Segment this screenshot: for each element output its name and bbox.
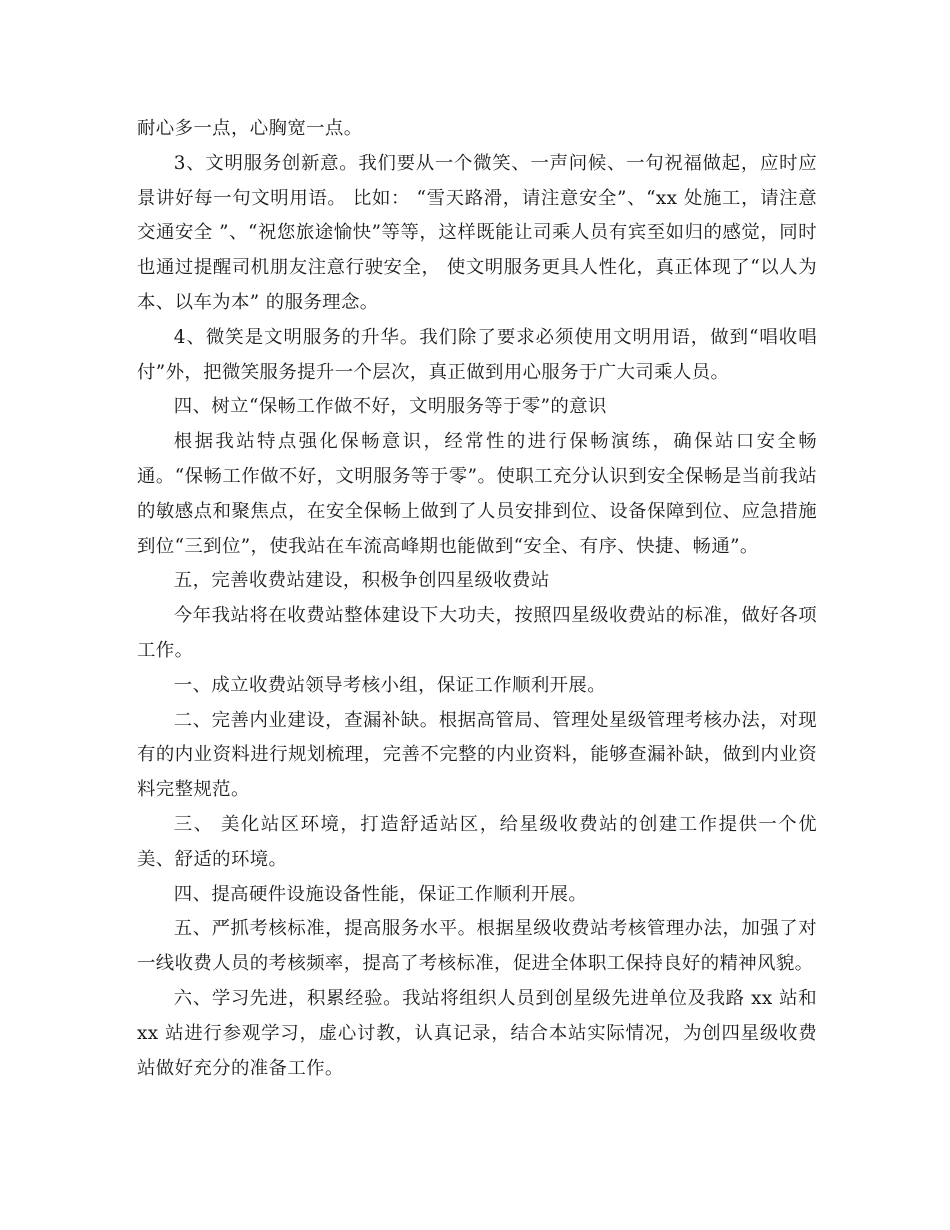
paragraph: 今年我站将在收费站整体建设下大功夫，按照四星级收费站的标准，做好各项工作。 [137, 605, 817, 661]
paragraph: 3、文明服务创新意。我们要从一个微笑、一声问候、一句祝福做起，应时应景讲好每一句文明用语。 比如： “雪天路滑，请注意安全”、“xx 处施工，请注意交通安全 ”、“祝您旅途愉快”等等，这样既能让司乘人员有宾至如归的感觉，同时也通过提醒司机朋友注意行驶安全， 使文明服务更具人性化，真正体现了“以人为本、以车为本” 的服务理念。 [137, 152, 817, 313]
paragraph: 根据我站特点强化保畅意识，经常性的进行保畅演练，确保站口安全畅通。“保畅工作做不好，文明服务等于零”。使职工充分认识到安全保畅是当前我站的敏感点和聚焦点，在安全保畅上做到了人员安排到位、设备保障到位、应急措施到位“三到位”，使我站在车流高峰期也能做到“安全、有序、快捷、畅通”。 [137, 431, 817, 557]
document-body [137, 112, 817, 1086]
list-item: 二、完善内业建设，查漏补缺。根据高管局、管理处星级管理考核办法，对现有的内业资料进行规划梳理，完善不完整的内业资料，能够查漏补缺，做到内业资料完整规范。 [137, 709, 817, 801]
list-item: 五、严抓考核标准，提高服务水平。根据星级收费站考核管理办法，加强了对一线收费人员的考核频率，提高了考核标准，促进全体职工保持良好的精神风貌。 [137, 918, 817, 975]
paragraph: 耐心多一点，心胸宽一点。 [137, 118, 363, 139]
paragraph: 4、微笑是文明服务的升华。我们除了要求必须使用文明用语，做到“唱收唱付”外，把微笑服务提升一个层次，真正做到用心服务于广大司乘人员。 [137, 326, 817, 383]
section-heading: 四、树立“保畅工作做不好，文明服务等于零”的意识 [173, 396, 607, 418]
list-item: 一、成立收费站领导考核小组，保证工作顺利开展。 [173, 674, 606, 696]
list-item: 六、学习先进，积累经验。我站将组织人员到创星级先进单位及我路 xx 站和 xx 站进行参观学习，虚心讨教，认真记录，结合本站实际情况，为创四星级收费站做好充分的准备工作。 [137, 987, 817, 1079]
section-heading: 五，完善收费站建设，积极争创四星级收费站 [173, 570, 550, 592]
list-item: 四、提高硬件设施设备性能，保证工作顺利开展。 [173, 883, 588, 905]
list-item: 三、 美化站区环境，打造舒适站区，给星级收费站的创建工作提供一个优美、舒适的环境。 [137, 813, 817, 870]
